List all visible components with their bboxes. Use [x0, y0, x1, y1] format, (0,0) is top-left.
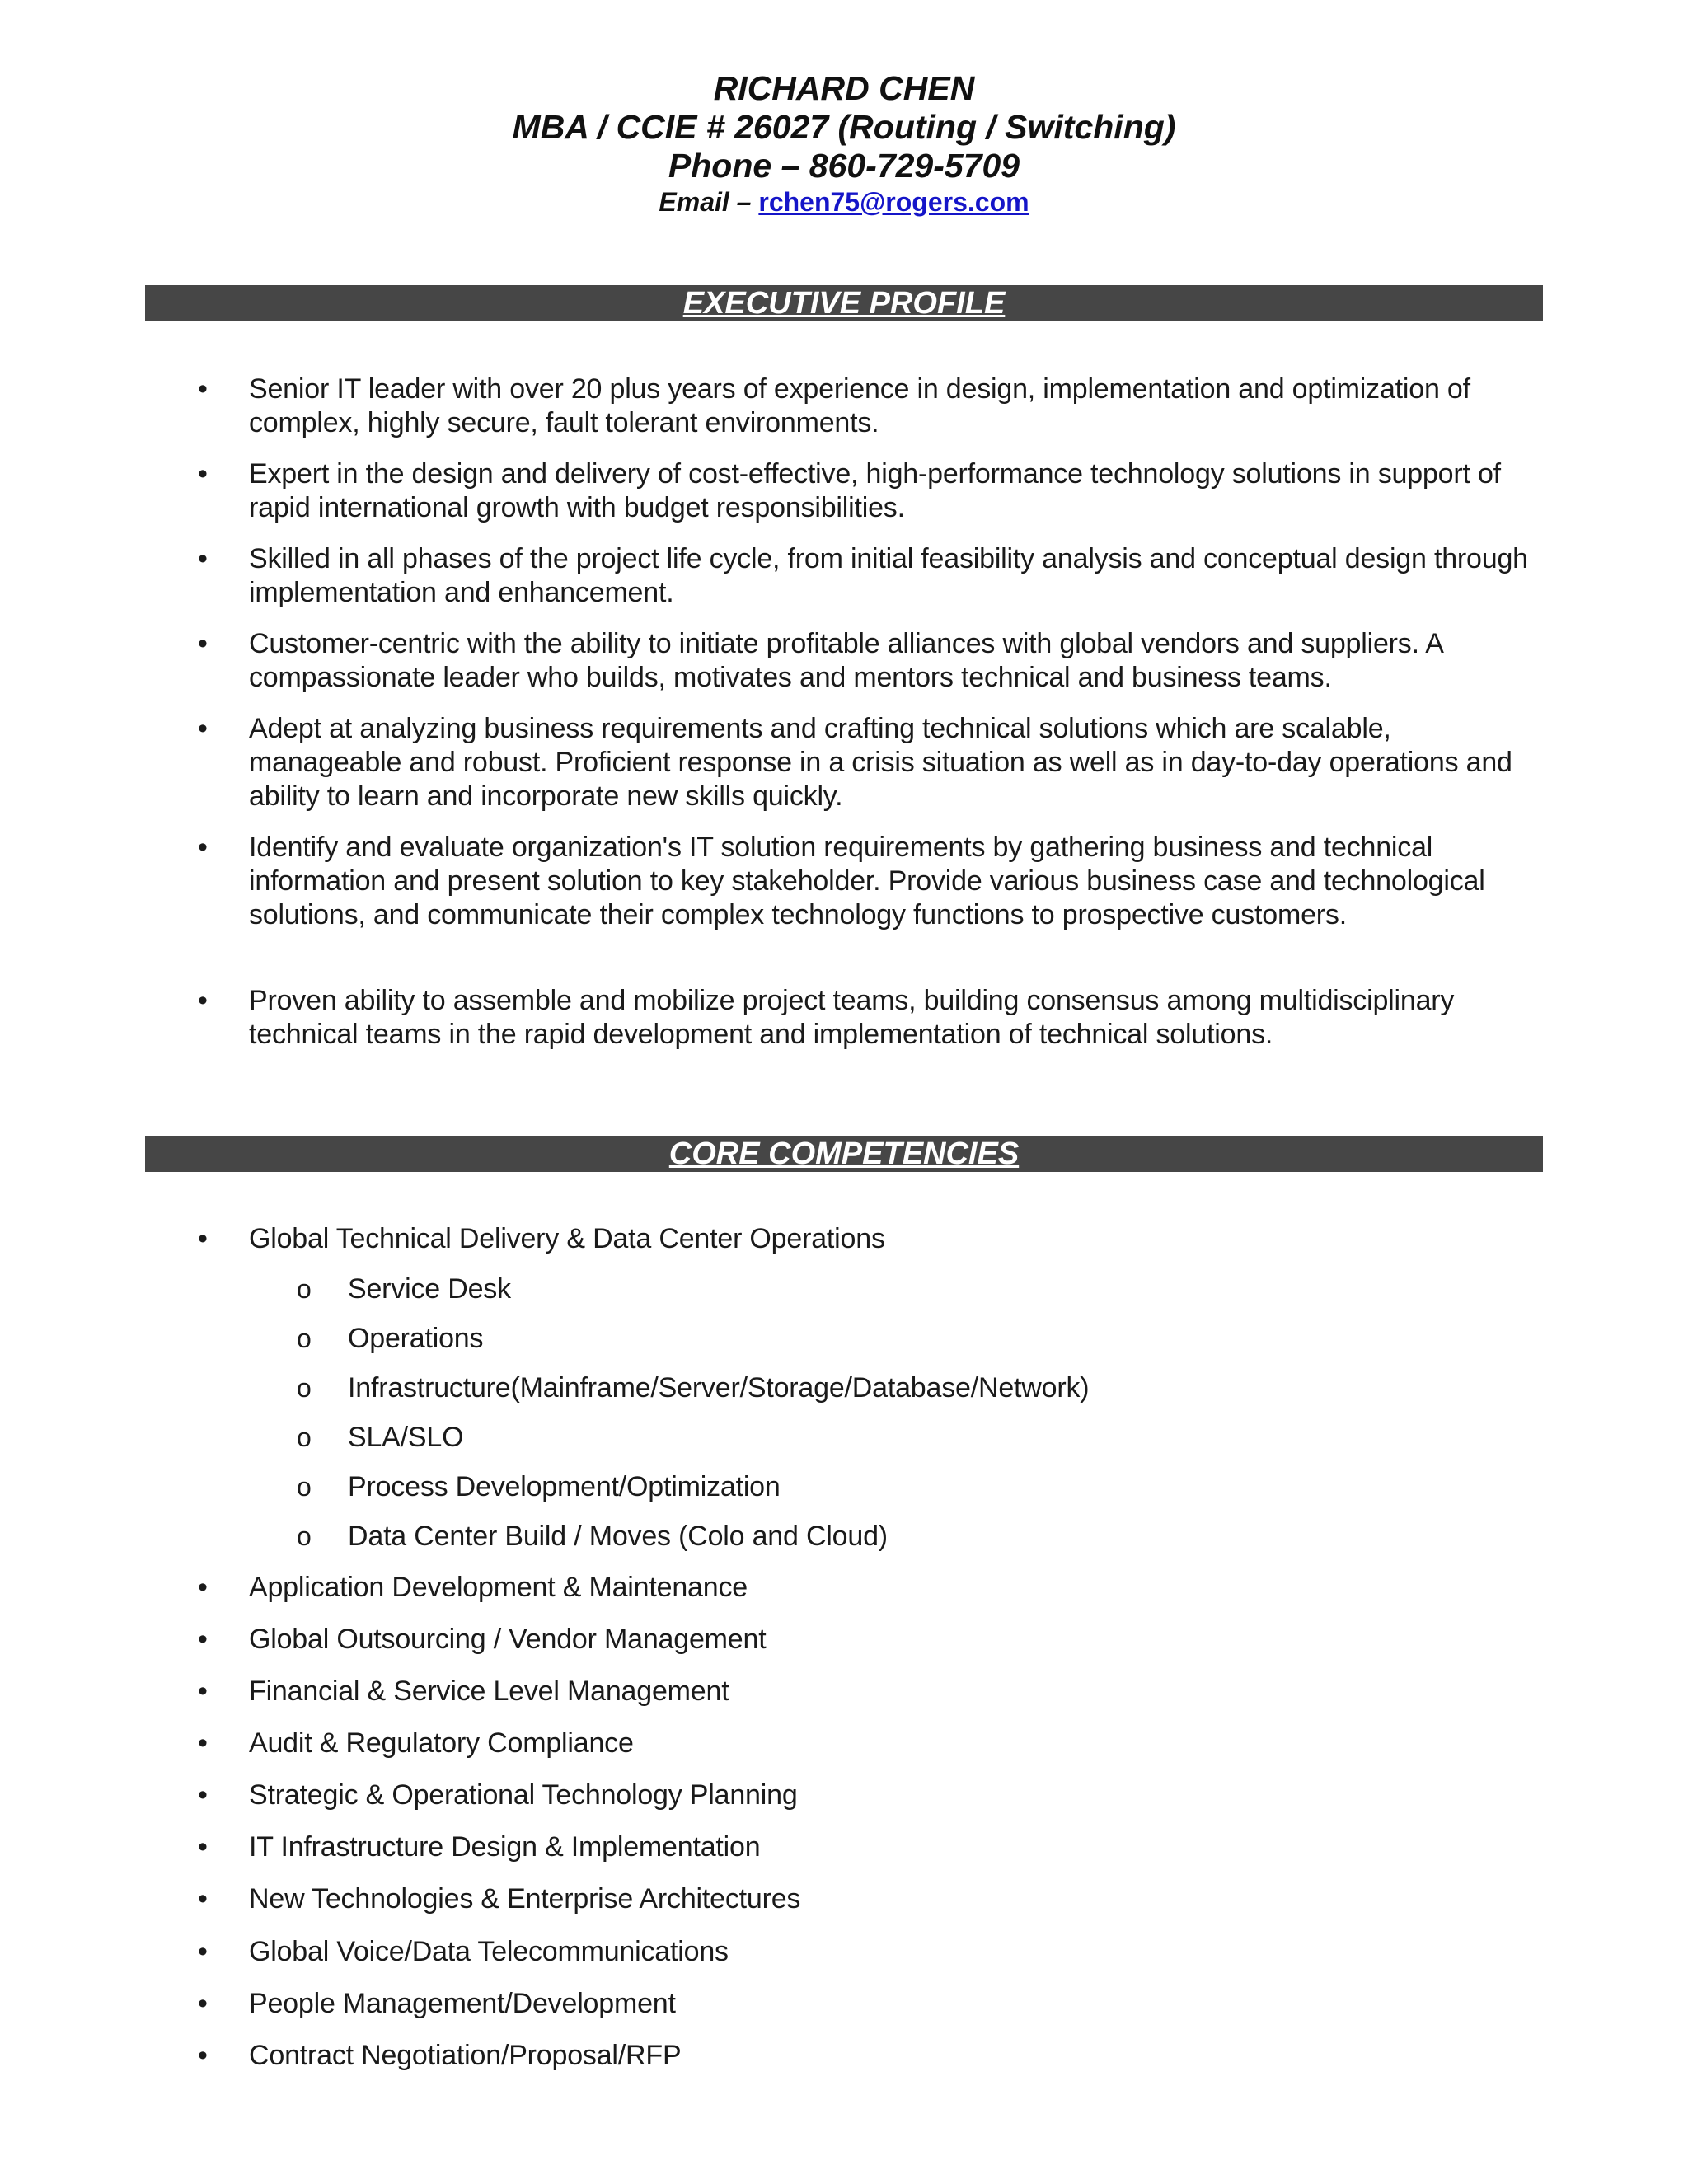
competency-item-text: Audit & Regulatory Compliance: [249, 1727, 634, 1759]
profile-item-text: Senior IT leader with over 20 plus years of experience in design, implementation and optimization of complex, highly secure, fault tolerant environments.: [249, 373, 1470, 438]
sub-bullet-icon: o: [297, 1324, 312, 1353]
bullet-icon: •: [198, 628, 208, 659]
candidate-email-line: [0, 185, 1688, 218]
bullet-icon: •: [198, 2040, 208, 2071]
profile-item-text: Proven ability to assemble and mobilize project teams, building consensus among multidisciplinary technical teams in the rapid development and implementation of technical solutions.: [249, 985, 1455, 1050]
resume-header: [0, 69, 1688, 218]
core-competencies-heading: CORE COMPETENCIES: [668, 1137, 1020, 1171]
competency-item-text: New Technologies & Enterprise Architectures: [249, 1883, 801, 1915]
profile-item-text: Identify and evaluate organization's IT solution requirements by gathering business and technical information and present solution to key stakeholder. Provide various business case and technological solutions, and communicate their complex technology functions to prospective customers.: [249, 832, 1485, 930]
competency-item-text: Global Voice/Data Telecommunications: [249, 1936, 729, 1967]
competency-subitem-text: Process Development/Optimization: [348, 1471, 781, 1502]
profile-item-text: Customer-centric with the ability to initiate profitable alliances with global vendors and suppliers. A compassionate leader who builds, motivates and mentors technical and business teams.: [249, 628, 1442, 693]
bullet-icon: •: [198, 1831, 208, 1863]
bullet-icon: •: [198, 832, 208, 863]
executive-profile-heading-bar: [145, 285, 1543, 321]
competency-subitem-text: Data Center Build / Moves (Colo and Cloud): [348, 1521, 888, 1552]
bullet-icon: •: [198, 1779, 208, 1811]
bullet-icon: •: [198, 1988, 208, 2019]
email-link[interactable]: rchen75@rogers.com: [758, 187, 1029, 217]
bullet-icon: •: [198, 543, 208, 574]
bullet-icon: •: [198, 1936, 208, 1967]
competency-subitem-text: Operations: [348, 1323, 484, 1354]
competency-item-text: Strategic & Operational Technology Planning: [249, 1779, 798, 1811]
bullet-icon: •: [198, 713, 208, 744]
sub-bullet-icon: o: [297, 1274, 312, 1304]
email-label: Email –: [659, 187, 759, 217]
candidate-phone: Phone – 860-729-5709: [668, 147, 1020, 185]
competency-item-text: IT Infrastructure Design & Implementation: [249, 1831, 761, 1863]
core-competencies-heading-bar: [145, 1136, 1543, 1172]
bullet-icon: •: [198, 1223, 208, 1254]
competency-subitem-text: SLA/SLO: [348, 1422, 464, 1453]
competency-subitem-text: Service Desk: [348, 1273, 511, 1305]
competency-item-text: Global Outsourcing / Vendor Management: [249, 1624, 767, 1655]
competency-item-text: Contract Negotiation/Proposal/RFP: [249, 2040, 682, 2071]
bullet-icon: •: [198, 1675, 208, 1707]
bullet-icon: •: [198, 985, 208, 1016]
competency-item-text: Application Development & Maintenance: [249, 1572, 748, 1603]
sub-bullet-icon: o: [297, 1472, 312, 1502]
competency-subitem-text: Infrastructure(Mainframe/Server/Storage/Database/Network): [348, 1372, 1090, 1404]
profile-item-text: Expert in the design and delivery of cost-effective, high-performance technology solutions in support of rapid international growth with budget responsibilities.: [249, 458, 1501, 523]
bullet-icon: •: [198, 1572, 208, 1603]
sub-bullet-icon: o: [297, 1521, 312, 1551]
profile-item-text: Skilled in all phases of the project life cycle, from initial feasibility analysis and conceptual design through implementation and enhancement.: [249, 543, 1528, 608]
competency-item-text: People Management/Development: [249, 1988, 676, 2019]
competency-item-text: Financial & Service Level Management: [249, 1675, 729, 1707]
sub-bullet-icon: o: [297, 1373, 312, 1403]
competency-item-text: Global Technical Delivery & Data Center Operations: [249, 1223, 885, 1254]
profile-item-text: Adept at analyzing business requirements and crafting technical solutions which are scalable, manageable and robust. Proficient response in a crisis situation as well as in day-to-day operations and ability to learn and incorporate new skills quickly.: [249, 713, 1512, 812]
candidate-credentials: MBA / CCIE # 26027 (Routing / Switching): [512, 108, 1176, 146]
executive-profile-heading: EXECUTIVE PROFILE: [682, 286, 1006, 321]
bullet-icon: •: [198, 1727, 208, 1759]
bullet-icon: •: [198, 1883, 208, 1915]
bullet-icon: •: [198, 373, 208, 405]
candidate-name: RICHARD CHEN: [713, 69, 975, 107]
sub-bullet-icon: o: [297, 1422, 312, 1452]
bullet-icon: •: [198, 1624, 208, 1655]
bullet-icon: •: [198, 458, 208, 490]
